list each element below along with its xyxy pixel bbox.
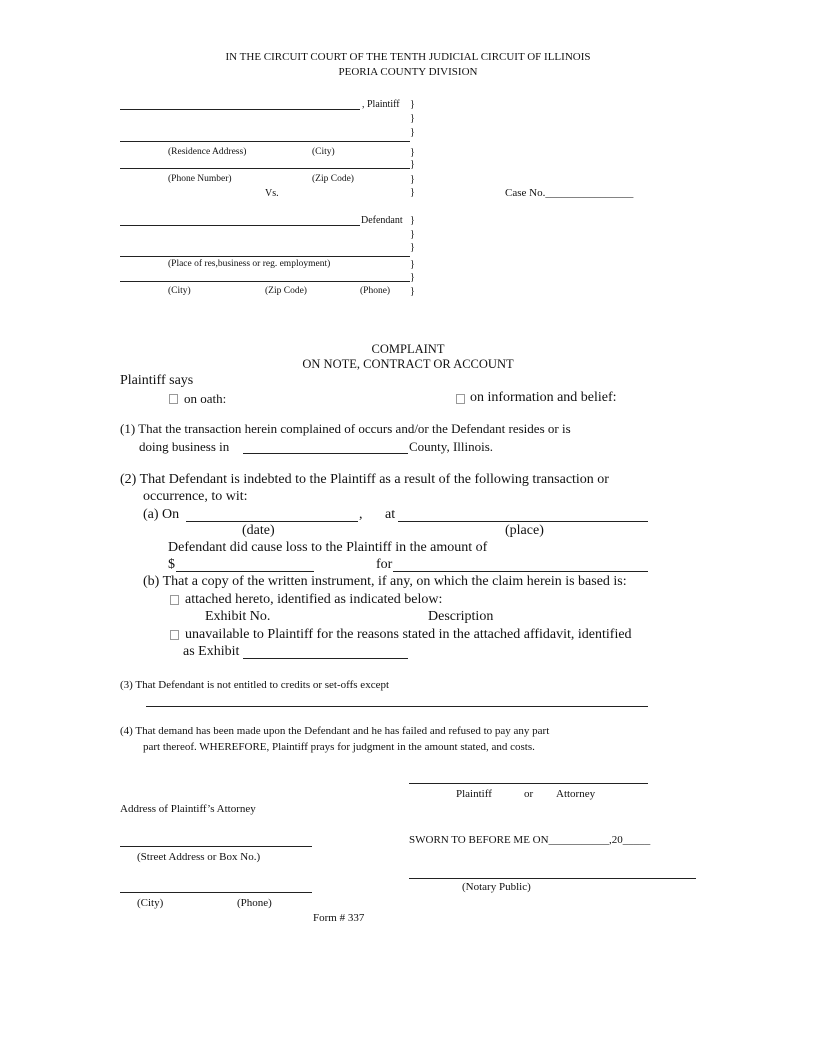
caption-bracket: } [410,159,415,170]
caption-bracket: } [410,147,415,158]
exhibit-no-header: Exhibit No. [205,609,271,624]
dollar-sign: $ [168,557,175,572]
attached-label: attached hereto, identified as indicated below: [185,592,443,607]
caption-bracket: } [410,272,415,283]
defendant-city-caption: (City) [168,286,191,296]
paragraph-1-line-2a: doing business in [139,439,230,454]
paragraph-2-line-2: occurrence, to wit: [143,489,248,504]
notary-caption: (Notary Public) [462,881,531,893]
paragraph-3: (3) That Defendant is not entitled to credits or set-offs except [120,679,390,691]
attorney-address-label: Address of Plaintiff’s Attorney [120,803,256,815]
place-line[interactable] [398,521,648,522]
plaintiff-city-caption: (City) [312,147,335,157]
caption-bracket: } [410,187,415,198]
caption-bracket: } [410,229,415,240]
caption-bracket: } [410,286,415,297]
defendant-zip-caption: (Zip Code) [265,286,307,296]
court-title: IN THE CIRCUIT COURT OF THE TENTH JUDICIAL CIRCUIT OF ILLINOIS [225,51,591,63]
caption-bracket: } [410,174,415,185]
document-subtitle: ON NOTE, CONTRACT OR ACCOUNT [302,357,514,371]
plaintiff-says: Plaintiff says [120,373,194,388]
caption-bracket: } [410,113,415,124]
notary-line[interactable] [409,878,696,879]
court-division: PEORIA COUNTY DIVISION [338,66,478,78]
place-of-business-caption: (Place of res,business or reg. employment) [168,259,331,269]
caption-bracket: } [410,215,415,226]
item-b-text: (b) That a copy of the written instrument, if any, on which the claim herein is based is: [143,574,627,589]
description-header: Description [428,609,494,624]
caption-bracket: } [410,259,415,270]
for-label: for [376,557,393,572]
caption-bracket: } [410,99,415,110]
unavailable-checkbox[interactable] [170,630,179,640]
signature-or: or [524,788,534,800]
residence-address-caption: (Residence Address) [168,147,247,157]
versus-label: Vs. [265,188,279,199]
sworn-statement[interactable]: SWORN TO BEFORE ME ON___________,20_____ [409,834,651,846]
item-a-on: (a) On [143,507,180,522]
plaintiff-name-line[interactable] [120,109,360,110]
case-number[interactable]: Case No.________________ [505,187,634,199]
item-a-at: at [385,507,396,522]
exhibit-line[interactable] [243,658,408,659]
signature-line[interactable] [409,783,648,784]
paragraph-4-line-1: (4) That demand has been made upon the Defendant and he has failed and refused to pay any part [120,725,550,737]
on-information-label: on information and belief: [470,390,617,405]
caption-bracket: } [410,242,415,253]
signature-plaintiff: Plaintiff [456,788,492,800]
set-offs-line[interactable] [146,706,648,707]
form-number: Form # 337 [313,912,365,924]
signature-attorney: Attorney [556,788,596,800]
as-exhibit-label: as Exhibit [183,644,240,659]
loss-text: Defendant did cause loss to the Plaintiff in the amount of [168,540,488,555]
plaintiff-label: , Plaintiff [362,99,400,110]
city-phone-line[interactable] [120,892,312,893]
street-address-line[interactable] [120,846,312,847]
defendant-label: Defendant [361,215,403,226]
county-line[interactable] [243,453,408,454]
document-title: COMPLAINT [371,342,445,356]
date-caption: (date) [242,523,275,538]
zip-code-caption: (Zip Code) [312,174,354,184]
on-oath-checkbox[interactable] [169,394,178,404]
plaintiff-address-line[interactable] [120,141,410,142]
paragraph-1-line-2b: County, Illinois. [409,439,494,454]
unavailable-label: unavailable to Plaintiff for the reasons stated in the attached affidavit, identified [185,627,632,642]
defendant-city-line[interactable] [120,281,410,282]
for-line[interactable] [393,571,648,572]
defendant-name-line[interactable] [120,225,360,226]
on-information-checkbox[interactable] [456,394,465,404]
item-a-comma: , [359,507,363,522]
paragraph-2-line-1: (2) That Defendant is indebted to the Plaintiff as a result of the following transaction or [120,472,609,487]
date-line[interactable] [186,521,358,522]
phone-number-caption: (Phone Number) [168,174,232,184]
defendant-address-line[interactable] [120,256,410,257]
attorney-city-caption: (City) [137,897,164,909]
paragraph-1-line-1: (1) That the transaction herein complained of occurs and/or the Defendant resides or is [120,421,571,436]
place-caption: (place) [505,523,544,538]
plaintiff-phone-line[interactable] [120,168,410,169]
on-oath-label: on oath: [184,391,227,406]
defendant-phone-caption: (Phone) [360,286,391,296]
paragraph-4-line-2: part thereof. WHEREFORE, Plaintiff prays for judgment in the amount stated, and costs. [143,741,535,753]
street-address-caption: (Street Address or Box No.) [137,851,261,863]
amount-line[interactable] [176,571,314,572]
caption-bracket: } [410,127,415,138]
attorney-phone-caption: (Phone) [237,897,272,909]
attached-checkbox[interactable] [170,595,179,605]
